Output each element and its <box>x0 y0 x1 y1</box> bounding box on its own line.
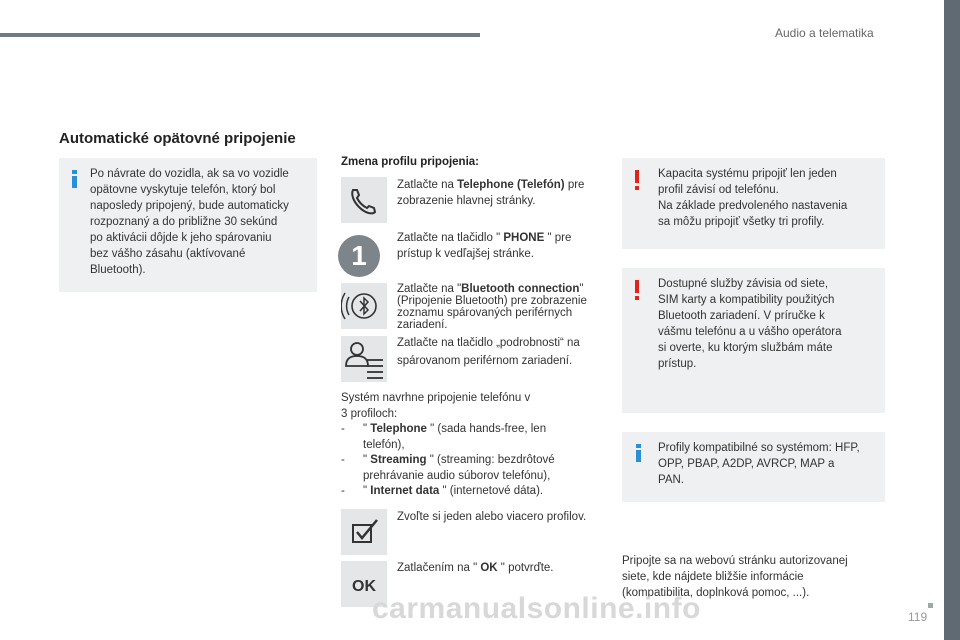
phone-icon <box>341 177 387 223</box>
info-text-profiles: Profily kompatibilné so systémom: HFP, OPP, PBAP, A2DP, AVRCP, MAP a PAN. <box>658 442 860 486</box>
info-text-left: Po návrate do vozidla, ak sa vo vozidle opätovne vyskytuje telefón, ktorý bol naposledy pripojený, bude automaticky rozpoznaný a do približne 30 sekúnd po aktivácii dôjde k jeho spárovaniu bez vášho zásahu (aktívované Bluetooth). <box>90 168 289 276</box>
bluetooth-icon <box>341 283 387 329</box>
step-details-text: Zatlačte na tlačidlo „podrobnosti“ na spárovanom periférnom zariadení. <box>397 337 580 367</box>
warning-box-services <box>622 268 885 413</box>
step-phone-text: Zatlačte na tlačidlo " PHONE " pre prístup k vedľajšej stránke. <box>397 232 572 260</box>
step-ok-text: Zatlačením na " OK " potvrďte. <box>397 562 554 574</box>
page-number: 119 <box>908 610 928 624</box>
warning-icon <box>634 170 640 190</box>
page-marker <box>928 603 933 608</box>
info-icon <box>636 444 641 462</box>
watermark: carmanualsonline.info <box>372 592 701 625</box>
website-note: Pripojte sa na webovú stránku autorizovanej siete, kde nájdete bližšie informácie (kompatibilita, doplnková pomoc, ...). <box>622 555 848 599</box>
step-bluetooth-text: Zatlačte na "Bluetooth connection" (Pripojenie Bluetooth) pre zobrazenie zoznamu spárovaných periférnych zariadení. <box>397 283 587 331</box>
info-icon <box>72 170 77 188</box>
profiles-description: Systém navrhne pripojenie telefónu v 3 profiloch: - " Telephone " (sada hands-free, len telefón), - " Streaming " (streaming: bezdrôtové prehrávanie audio súborov telefónu), - " Internet data " (internetové dáta). <box>341 391 591 500</box>
profile-item: - " Streaming " (streaming: bezdrôtové prehrávanie audio súborov telefónu), <box>341 454 555 482</box>
ok-icon-label: OK <box>352 578 376 595</box>
page-edge-bar <box>944 0 960 640</box>
warning-text-services: Dostupné služby závisia od siete, SIM karty a kompatibility použitých Bluetooth zariadení. V príručke k vášmu telefónu a u vášho operátora si overte, ku ktorým službám máte prístup. <box>658 278 842 370</box>
step-telephone-text: Zatlačte na Telephone (Telefón) pre zobrazenie hlavnej stránky. <box>397 179 585 207</box>
warning-box-capacity <box>622 158 885 249</box>
details-icon <box>341 336 387 382</box>
profile-change-title: Zmena profilu pripojenia: <box>341 156 480 168</box>
section-title: Automatické opätovné pripojenie <box>59 130 296 147</box>
warning-text-capacity: Kapacita systému pripojiť len jeden profil závisí od telefónu. Na základe predvoleného nastavenia sa môžu pripojiť všetky tri profily. <box>658 168 848 228</box>
header-rule <box>0 33 480 37</box>
info-box-left <box>59 158 317 292</box>
checkbox-icon <box>341 509 387 555</box>
profile-item: - " Internet data " (internetové dáta). <box>341 485 544 497</box>
warning-icon <box>634 280 640 300</box>
step-select-text: Zvoľte si jeden alebo viacero profilov. <box>397 511 587 523</box>
profile-item: - " Telephone " (sada hands-free, len telefón), <box>341 423 547 451</box>
header-title: Audio a telematika <box>775 26 874 40</box>
info-box-profiles <box>622 432 885 502</box>
step-number: 1 <box>338 235 380 277</box>
